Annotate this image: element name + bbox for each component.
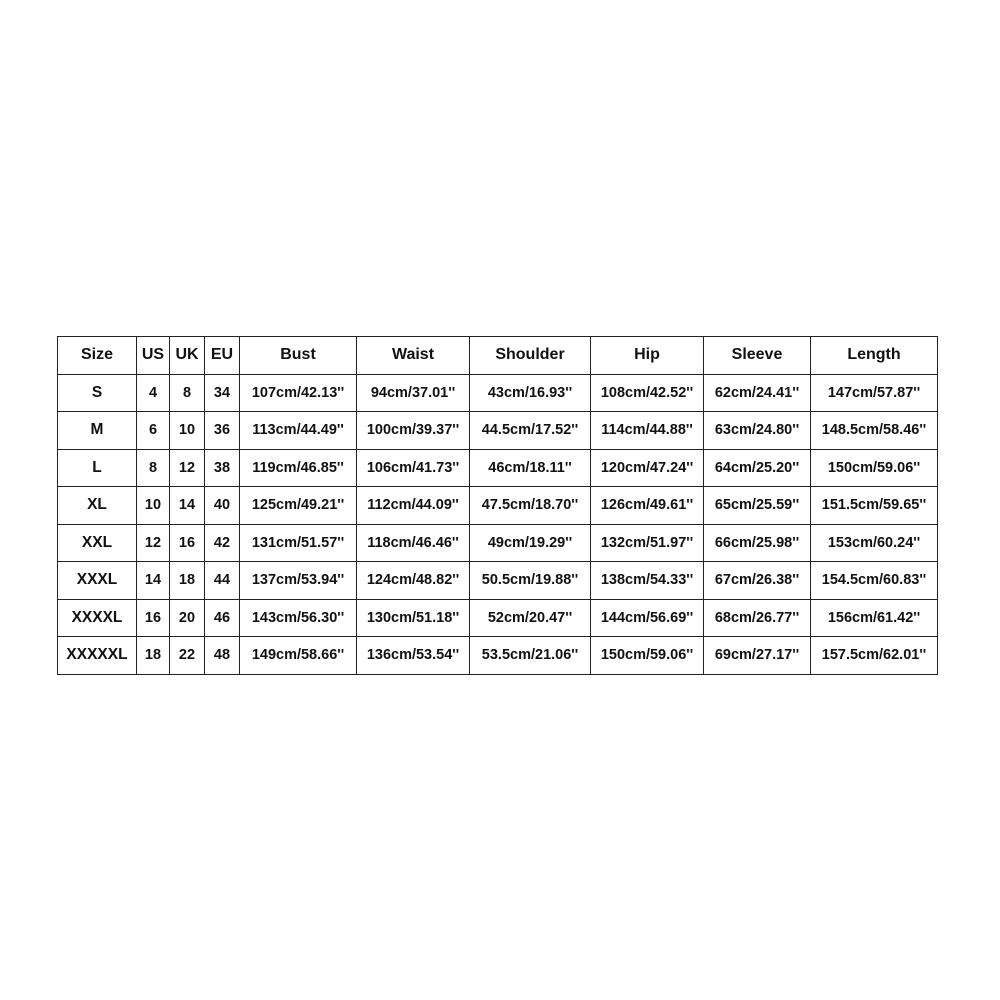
cell-shoulder: 50.5cm/19.88''	[470, 562, 591, 600]
cell-uk: 10	[170, 412, 205, 450]
cell-sleeve: 69cm/27.17''	[704, 637, 811, 675]
cell-length: 148.5cm/58.46''	[811, 412, 938, 450]
cell-uk: 12	[170, 449, 205, 487]
cell-eu: 48	[205, 637, 240, 675]
cell-us: 6	[137, 412, 170, 450]
header-shoulder: Shoulder	[470, 337, 591, 375]
cell-us: 14	[137, 562, 170, 600]
size-chart-table	[57, 336, 938, 675]
cell-waist: 130cm/51.18''	[357, 599, 470, 637]
cell-sleeve: 64cm/25.20''	[704, 449, 811, 487]
table-row	[58, 449, 938, 487]
cell-waist: 118cm/46.46''	[357, 524, 470, 562]
cell-sleeve: 62cm/24.41''	[704, 374, 811, 412]
cell-us: 12	[137, 524, 170, 562]
cell-bust: 149cm/58.66''	[240, 637, 357, 675]
cell-uk: 16	[170, 524, 205, 562]
cell-shoulder: 52cm/20.47''	[470, 599, 591, 637]
cell-size: S	[58, 374, 137, 412]
cell-uk: 22	[170, 637, 205, 675]
cell-length: 147cm/57.87''	[811, 374, 938, 412]
cell-bust: 113cm/44.49''	[240, 412, 357, 450]
cell-sleeve: 68cm/26.77''	[704, 599, 811, 637]
cell-hip: 132cm/51.97''	[591, 524, 704, 562]
cell-us: 8	[137, 449, 170, 487]
cell-shoulder: 47.5cm/18.70''	[470, 487, 591, 525]
cell-us: 16	[137, 599, 170, 637]
cell-eu: 36	[205, 412, 240, 450]
table-row	[58, 412, 938, 450]
table-row	[58, 637, 938, 675]
table-row	[58, 599, 938, 637]
cell-hip: 108cm/42.52''	[591, 374, 704, 412]
cell-bust: 125cm/49.21''	[240, 487, 357, 525]
cell-eu: 38	[205, 449, 240, 487]
header-hip: Hip	[591, 337, 704, 375]
cell-shoulder: 43cm/16.93''	[470, 374, 591, 412]
cell-bust: 143cm/56.30''	[240, 599, 357, 637]
cell-uk: 14	[170, 487, 205, 525]
cell-us: 10	[137, 487, 170, 525]
cell-size: L	[58, 449, 137, 487]
table-row	[58, 487, 938, 525]
header-us: US	[137, 337, 170, 375]
cell-size: XXXXL	[58, 599, 137, 637]
cell-uk: 18	[170, 562, 205, 600]
cell-size: XXXL	[58, 562, 137, 600]
header-bust: Bust	[240, 337, 357, 375]
cell-size: XXL	[58, 524, 137, 562]
cell-hip: 144cm/56.69''	[591, 599, 704, 637]
cell-waist: 124cm/48.82''	[357, 562, 470, 600]
cell-eu: 44	[205, 562, 240, 600]
cell-bust: 131cm/51.57''	[240, 524, 357, 562]
header-length: Length	[811, 337, 938, 375]
cell-hip: 126cm/49.61''	[591, 487, 704, 525]
cell-shoulder: 53.5cm/21.06''	[470, 637, 591, 675]
cell-waist: 94cm/37.01''	[357, 374, 470, 412]
cell-hip: 138cm/54.33''	[591, 562, 704, 600]
header-eu: EU	[205, 337, 240, 375]
cell-hip: 150cm/59.06''	[591, 637, 704, 675]
header-uk: UK	[170, 337, 205, 375]
cell-waist: 136cm/53.54''	[357, 637, 470, 675]
header-waist: Waist	[357, 337, 470, 375]
cell-eu: 34	[205, 374, 240, 412]
cell-size: XXXXXL	[58, 637, 137, 675]
table-row	[58, 524, 938, 562]
cell-length: 154.5cm/60.83''	[811, 562, 938, 600]
cell-length: 157.5cm/62.01''	[811, 637, 938, 675]
cell-hip: 114cm/44.88''	[591, 412, 704, 450]
cell-eu: 40	[205, 487, 240, 525]
cell-sleeve: 66cm/25.98''	[704, 524, 811, 562]
header-row	[58, 337, 938, 375]
table-row	[58, 562, 938, 600]
cell-sleeve: 63cm/24.80''	[704, 412, 811, 450]
cell-bust: 137cm/53.94''	[240, 562, 357, 600]
cell-sleeve: 67cm/26.38''	[704, 562, 811, 600]
cell-length: 153cm/60.24''	[811, 524, 938, 562]
cell-eu: 42	[205, 524, 240, 562]
header-size: Size	[58, 337, 137, 375]
cell-size: M	[58, 412, 137, 450]
cell-waist: 112cm/44.09''	[357, 487, 470, 525]
cell-waist: 100cm/39.37''	[357, 412, 470, 450]
cell-waist: 106cm/41.73''	[357, 449, 470, 487]
cell-uk: 8	[170, 374, 205, 412]
cell-shoulder: 46cm/18.11''	[470, 449, 591, 487]
cell-length: 151.5cm/59.65''	[811, 487, 938, 525]
cell-shoulder: 44.5cm/17.52''	[470, 412, 591, 450]
cell-size: XL	[58, 487, 137, 525]
cell-bust: 107cm/42.13''	[240, 374, 357, 412]
cell-shoulder: 49cm/19.29''	[470, 524, 591, 562]
cell-us: 18	[137, 637, 170, 675]
header-sleeve: Sleeve	[704, 337, 811, 375]
cell-us: 4	[137, 374, 170, 412]
cell-bust: 119cm/46.85''	[240, 449, 357, 487]
cell-sleeve: 65cm/25.59''	[704, 487, 811, 525]
cell-length: 150cm/59.06''	[811, 449, 938, 487]
cell-uk: 20	[170, 599, 205, 637]
table-row	[58, 374, 938, 412]
cell-eu: 46	[205, 599, 240, 637]
cell-length: 156cm/61.42''	[811, 599, 938, 637]
cell-hip: 120cm/47.24''	[591, 449, 704, 487]
